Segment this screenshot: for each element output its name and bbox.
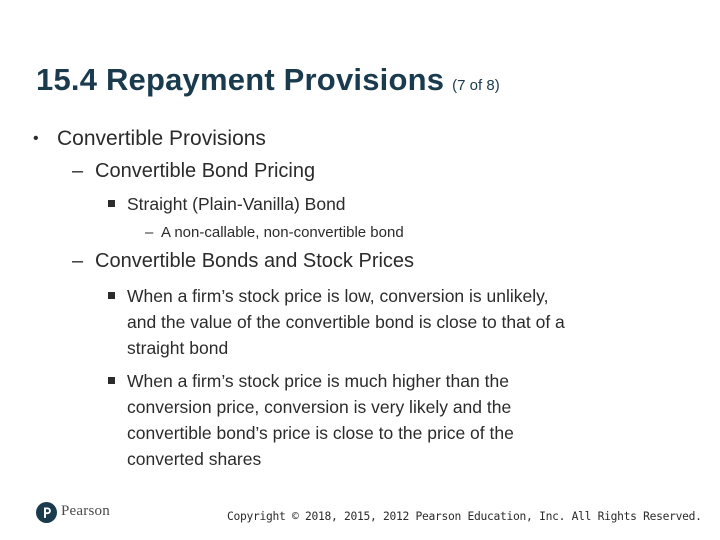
bullet-convertible-provisions (33, 127, 266, 151)
bullet-text: Convertible Provisions (57, 127, 266, 150)
bullet-text-line: conversion price, conversion is very likely and the (127, 397, 512, 417)
bullet-mark: • (33, 130, 39, 147)
bullet-text-line: straight bond (127, 338, 229, 358)
bullet-non-callable-definition (145, 224, 404, 241)
dash-mark: – (145, 224, 154, 241)
copyright-notice: Copyright © 2018, 2015, 2012 Pearson Education, Inc. All Rights Reserved. (227, 510, 702, 523)
slide-page-indicator: (7 of 8) (452, 77, 500, 94)
square-bullet-icon (108, 377, 115, 384)
dash-mark: – (72, 250, 84, 272)
slide-title: 15.4 Repayment Provisions (36, 62, 445, 97)
bullet-text: Convertible Bond Pricing (95, 160, 316, 182)
bullet-text-line: When a firm’s stock price is low, conversion is unlikely, (127, 286, 549, 306)
pearson-logo-icon (36, 502, 57, 523)
bullet-text: A non-callable, non-convertible bond (161, 224, 404, 241)
bullet-convertible-bond-pricing (72, 160, 315, 183)
bullet-convertible-bonds-stock-prices (72, 250, 414, 273)
bullet-text-line: convertible bond’s price is close to the price of the (127, 423, 514, 443)
bullet-text-line: When a firm’s stock price is much higher than the (127, 371, 509, 391)
slide-title-row (36, 62, 500, 98)
square-bullet-icon (108, 200, 115, 207)
bullet-text-line: converted shares (127, 449, 262, 469)
dash-mark: – (72, 160, 84, 182)
bullet-text: Straight (Plain-Vanilla) Bond (127, 194, 346, 214)
pearson-logo-text: Pearson (61, 503, 110, 519)
bullet-text-line: and the value of the convertible bond is close to that of a (127, 312, 565, 332)
bullet-text: Convertible Bonds and Stock Prices (95, 250, 415, 272)
square-bullet-icon (108, 292, 115, 299)
pearson-logo (36, 502, 156, 526)
